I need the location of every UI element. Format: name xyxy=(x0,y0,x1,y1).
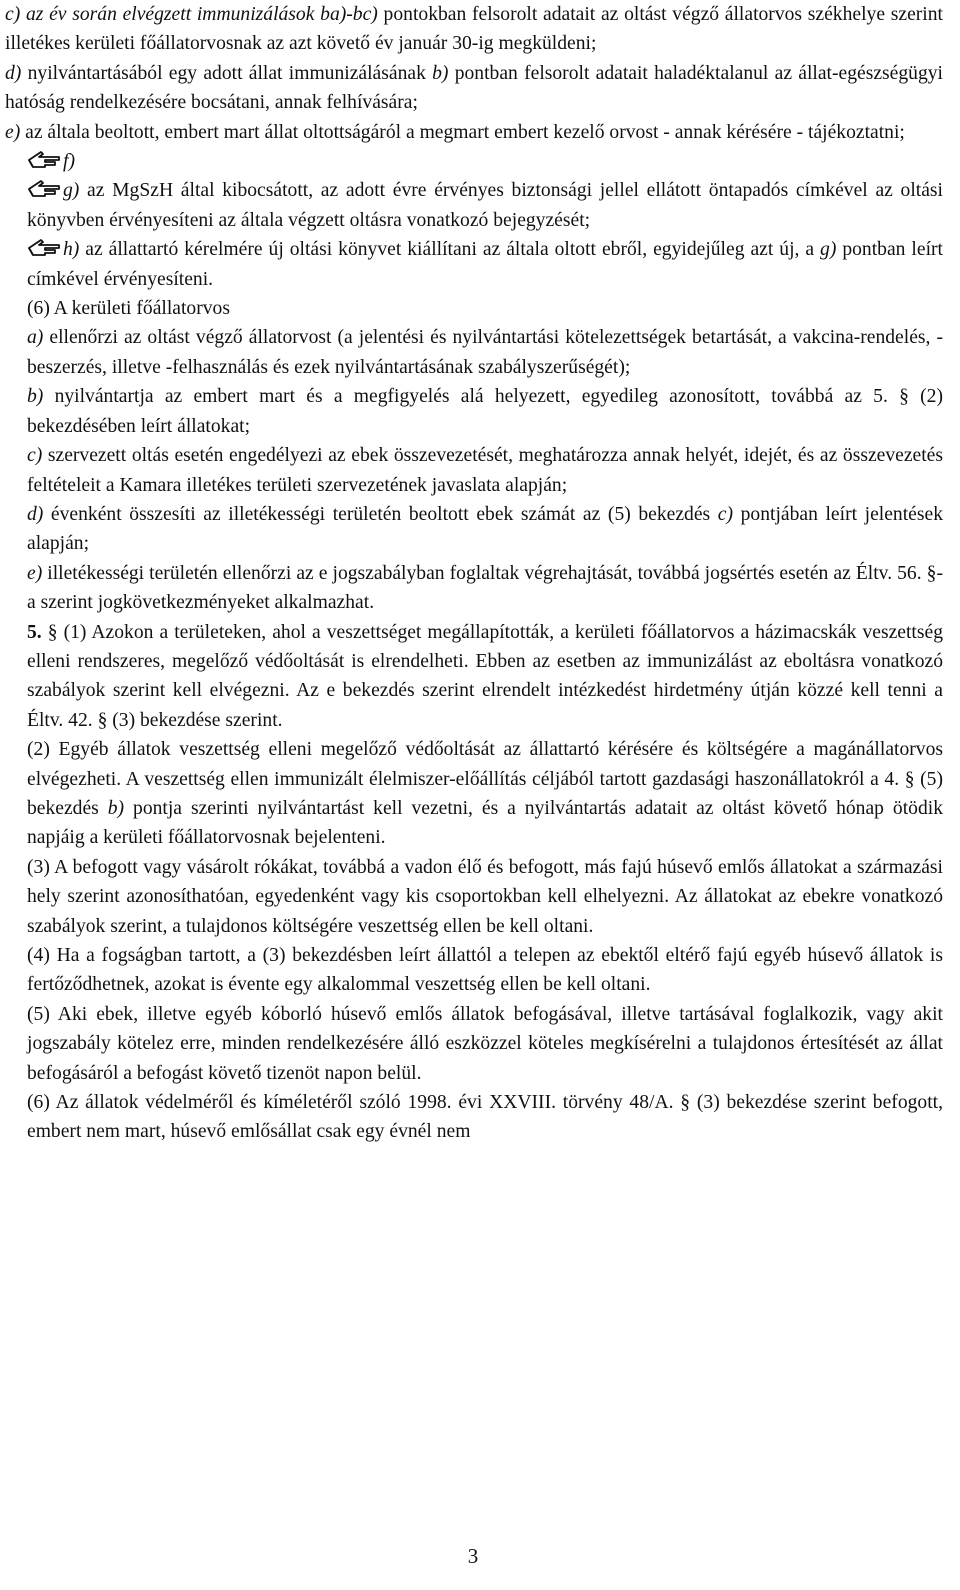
paragraph-6a xyxy=(5,323,943,382)
paragraph-c xyxy=(5,0,943,59)
paragraph-text: pontban leírt címkével érvényesíteni. xyxy=(27,239,943,290)
paragraph-section-5-2 xyxy=(5,735,943,853)
paragraph-f xyxy=(5,147,943,176)
paragraph-section-5-3: (3) A befogott vagy vásárolt rókákat, továbbá a vadon élő és befogott, más fajú húsevő emlős állatokat a származási hely szerint azonosíthatóan, egyedenként vagy kis csoportokban kell elhelyezni. Az állatokat az ebekre vonatkozó szabályok szerint, a tulajdonos költségére veszettség ellen be kell oltani. xyxy=(27,856,943,937)
paragraph-d xyxy=(5,59,943,118)
paragraph-section-6-heading: (6) A kerületi főállatorvos xyxy=(27,298,230,320)
item-label-c: c) xyxy=(5,4,26,25)
paragraph-text: pontja szerinti nyilvántartást kell vezetni, és a nyilvántartás adatait az oltást követő hónap ötödik napjáig a kerületi főállatorvosnak bejelenteni. xyxy=(27,797,943,849)
reference: b) xyxy=(107,797,125,819)
paragraph-text: (2) Egyéb állatok veszettség elleni megelőző védőoltását az állattartó kérésére és költségére a magánállatorvos elvégezheti. A veszettség ellen immunizált élelmiszer-előállítás céljából tartott gazdasági haszonállatokról a 4. § (5) bekezdés xyxy=(27,739,943,819)
paragraph-text: szervezett oltás esetén engedélyezi az ebek összevezetését, meghatározza annak helyét, idejét, és az összevezetés feltételeit a Kamara illetékes területi szervezetének javaslata alapján; xyxy=(27,445,943,496)
paragraph-6e xyxy=(5,559,943,618)
reference: ba)-bc) xyxy=(320,4,378,25)
paragraph-text: az MgSzH által kibocsátott, az adott évre érvényes biztonsági jellel ellátott öntapadós címkével az oltási könyvben érvényesíteni az általa végzett oltásra vonatkozó bejegyzését; xyxy=(27,180,943,231)
paragraph-text: az általa beoltott, embert mart állat oltottságáról a megmart embert kezelő orvost - annak kérésére - tájékoztatni; xyxy=(25,121,905,143)
paragraph-text: nyilvántartásából egy adott állat immunizálásának xyxy=(27,62,433,84)
paragraph-text: évenként összesíti az illetékességi területén beoltott ebek számát az (5) bekezdés xyxy=(43,503,718,525)
paragraph-text: pontjában leírt jelentések alapján; xyxy=(27,503,943,555)
item-label-c: c) xyxy=(27,445,43,467)
paragraph-g xyxy=(5,176,943,235)
paragraph-text: az év során elvégzett immunizálások xyxy=(25,4,321,25)
pointing-hand-icon xyxy=(27,177,63,199)
item-label-a: a) xyxy=(27,327,44,349)
item-label-e: e) xyxy=(27,562,43,584)
reference: b) xyxy=(432,62,449,84)
pointing-hand-icon xyxy=(27,236,63,258)
paragraph-6d xyxy=(5,500,943,559)
pointing-hand-icon xyxy=(27,148,63,170)
paragraph-section-5-4: (4) Ha a fogságban tartott, a (3) bekezdésben leírt állattól a telepen az ebektől eltérő fajú egyéb húsevő állatok is fertőződhetnek, azokat is évente egy alkalommal veszettség ellen be kell oltani. xyxy=(27,945,943,996)
item-label-h: h) xyxy=(63,239,80,261)
paragraph-h xyxy=(5,235,943,294)
paragraph-text: ellenőrzi az oltást végző állatorvost (a jelentési és nyilvántartási kötelezettségek betartását, a vakcina-rendelés, -beszerzés, illetve -felhasználás és ezek nyilvántartásának szabályszerűségét); xyxy=(27,327,943,378)
paragraph-text: pontban felsorolt adatait haladéktalanul az állat-egészségügyi hatóság rendelkezésére bocsátani, annak felhívására; xyxy=(5,62,943,114)
section-number: 5. xyxy=(27,621,42,643)
paragraph-text: illetékességi területén ellenőrzi az e jogszabályban foglaltak végrehajtását, továbbá jogsértés esetén az Éltv. 56. §-a szerint jogkövetkezményeket alkalmazhat. xyxy=(27,562,943,614)
paragraph-text: az állattartó kérelmére új oltási könyvet kiállítani az általa oltott ebről, egyidejűleg azt új, a xyxy=(79,239,821,261)
paragraph-text: § (1) Azokon a területeken, ahol a veszettséget megállapították, a kerületi főállatorvos a házimacskák veszettség elleni rendszeres, megelőző védőoltását is elrendelheti. Ebben az esetben az immunizálást az eboltásra vonatkozó szabályok szerint kell elvégezni. Az e bekezdés szerint elrendelt intézkedést hirdetmény útján közzé kell tenni a Éltv. 42. § (3) bekezdése szerint. xyxy=(27,621,943,731)
page-number: 3 xyxy=(467,1544,479,1568)
item-label-g: g) xyxy=(63,180,80,202)
reference: c) xyxy=(717,503,734,525)
paragraph-text: pontokban felsorolt adatait az oltást végző állatorvos székhelye szerint illetékes kerületi főállatorvosnak az azt követő év január 30-ig megküldeni; xyxy=(5,4,943,55)
reference: g) xyxy=(820,239,837,261)
item-label-d: d) xyxy=(27,503,44,525)
paragraph-section-5-1 xyxy=(5,618,943,736)
item-label-b: b) xyxy=(27,386,44,408)
document-page xyxy=(5,0,943,1147)
item-label-e: e) xyxy=(5,121,26,143)
paragraph-6c xyxy=(5,441,943,500)
item-label-d: d) xyxy=(5,62,28,84)
paragraph-6b xyxy=(5,382,943,441)
paragraph-text: nyilvántartja az embert mart és a megfigyelés alá helyezett, egyedileg azonosított, továbbá az 5. § (2) bekezdésében leírt állatokat; xyxy=(27,386,943,437)
paragraph-section-5-5: (5) Aki ebek, illetve egyéb kóborló húsevő emlős állatok befogásával, illetve tartásával foglalkozik, vagy akit jogszabály kötelez erre, minden rendelkezésére álló eszközzel köteles megkísérelni a tulajdonos értesítését az állat befogásáról a befogást követő tizenöt napon belül. xyxy=(27,1003,943,1084)
paragraph-section-5-6: (6) Az állatok védelméről és kíméletéről szóló 1998. évi XXVIII. törvény 48/A. § (3) bekezdése szerint befogott, embert nem mart, húsevő emlősállat csak egy évnél nem xyxy=(27,1092,943,1143)
paragraph-e xyxy=(5,118,943,147)
item-label-f: f) xyxy=(63,151,75,173)
